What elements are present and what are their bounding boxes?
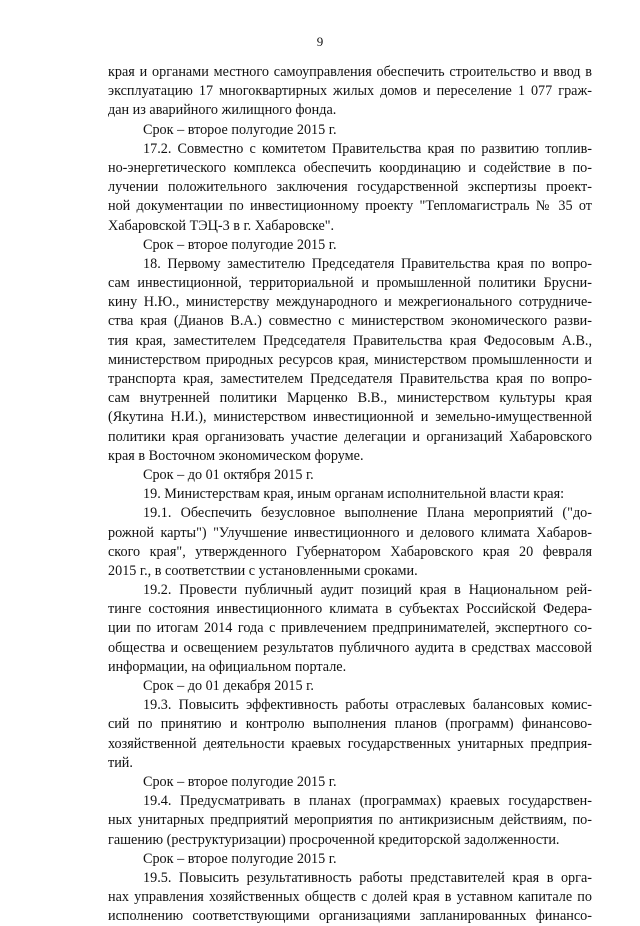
text-line: 19.4. Предусматривать в планах (программах) краевых государствен- [143,793,592,810]
text-line: лучении положительного заключения государственной экспертизы проект- [108,179,592,196]
text-line: (Якутина Н.И.), министерством инвестиционной и земельно-имущественной [108,409,592,426]
document-body [108,63,592,926]
text-line: дан из аварийного жилищного фонда. [108,102,337,119]
text-line: сам инвестиционной, территориальной и промышленной политики Бруcни- [108,275,592,292]
text-line: ных унитарных предприятий мероприятия по антикризисным действиям, по- [108,812,592,829]
text-line: 19.5. Повысить результативность работы представителей края в орга- [143,869,592,886]
text-line: 19. Министерствам края, иным органам исполнительной власти края: [143,486,565,503]
text-line: министерством природных ресурсов края, министерством промышленности и [108,351,592,368]
text-line: тия края, заместителем Председателя Правительства края Федосовым А.В., [108,332,592,349]
text-line: Срок – до 01 октября 2015 г. [143,466,314,483]
text-line: ции по итогам 2014 года с привлечением предпринимателей, экспертного со- [108,620,592,637]
text-line: 17.2. Совместно с комитетом Правительства края по развитию топлив- [143,140,592,157]
text-line: 18. Первому заместителю Председателя Правительства края по вопро- [143,255,592,272]
text-line: но-энергетического комплекса обеспечить координацию и содействие в по- [108,159,592,176]
text-line: Срок – второе полугодие 2015 г. [143,850,337,867]
text-line: Срок – второе полугодие 2015 г. [143,121,337,138]
text-line: 19.1. Обеспечить безусловное выполнение Плана мероприятий ("до- [143,505,592,522]
text-line: ского края", утвержденного Губернатором Хабаровского края 20 февраля [108,543,592,560]
text-line: ной документации по инвестиционному проекту "Тепломагистраль № 35 от [108,198,592,215]
text-line: ства края (Дианов В.А.) совместно с министерством экономического разви- [108,313,592,330]
text-line: тинге состояния инвестиционного климата в субъектах Российской Федера- [108,601,592,618]
text-line: эксплуатацию 17 многоквартирных жилых домов и переселение 1 077 граж- [108,83,592,100]
page-number: 9 [316,34,324,49]
text-line: сий по принятию и контролю выполнения планов (программ) финансово- [108,716,592,733]
text-line: информации, на официальном портале. [108,658,347,675]
text-line: рожной карты") "Улучшение инвестиционного и делового климата Хабаров- [108,524,592,541]
text-line: края и органами местного самоуправления обеспечить строительство и ввод в [108,64,592,80]
text-line: транспорта края, заместителем Председателя Правительства края по вопро- [108,371,592,387]
text-line: 19.2. Провести публичный аудит позиций края в Национальном рей- [143,582,592,599]
text-line: Срок – второе полугодие 2015 г. [143,773,337,790]
text-line: Срок – второе полугодие 2015 г. [143,236,337,253]
text-line: общества и освещением результатов публичного аудита в средствах массовой [108,639,592,656]
text-line: хозяйственной деятельности краевых государственных унитарных предприя- [108,735,592,752]
text-line: политики края организовать участие делегации и организаций Хабаровского [108,428,592,445]
text-line: исполнению соответствующими организациями запланированных финансо- [108,908,592,925]
text-line: сам внутренней политики Марценко В.В., министерством культуры края [108,390,592,407]
text-line: тий. [108,754,133,771]
text-line: гашению (реструктуризации) просроченной кредиторской задолженности. [108,831,560,848]
text-line: 19.3. Повысить эффективность работы отраслевых балансовых комис- [143,697,592,714]
text-line: нах управления хозяйственных обществ с долей края в уставном капитале по [108,889,592,906]
text-line: Срок – до 01 декабря 2015 г. [143,678,314,694]
text-line: края в Восточном экономическом форуме. [108,447,364,464]
text-line: 2015 г., в соответствии с установленными сроками. [108,562,418,579]
text-line: Хабаровской ТЭЦ-3 в г. Хабаровске". [108,217,335,234]
text-line: кину Н.Ю., министерству международного и межрегионального сотрудниче- [108,294,592,311]
